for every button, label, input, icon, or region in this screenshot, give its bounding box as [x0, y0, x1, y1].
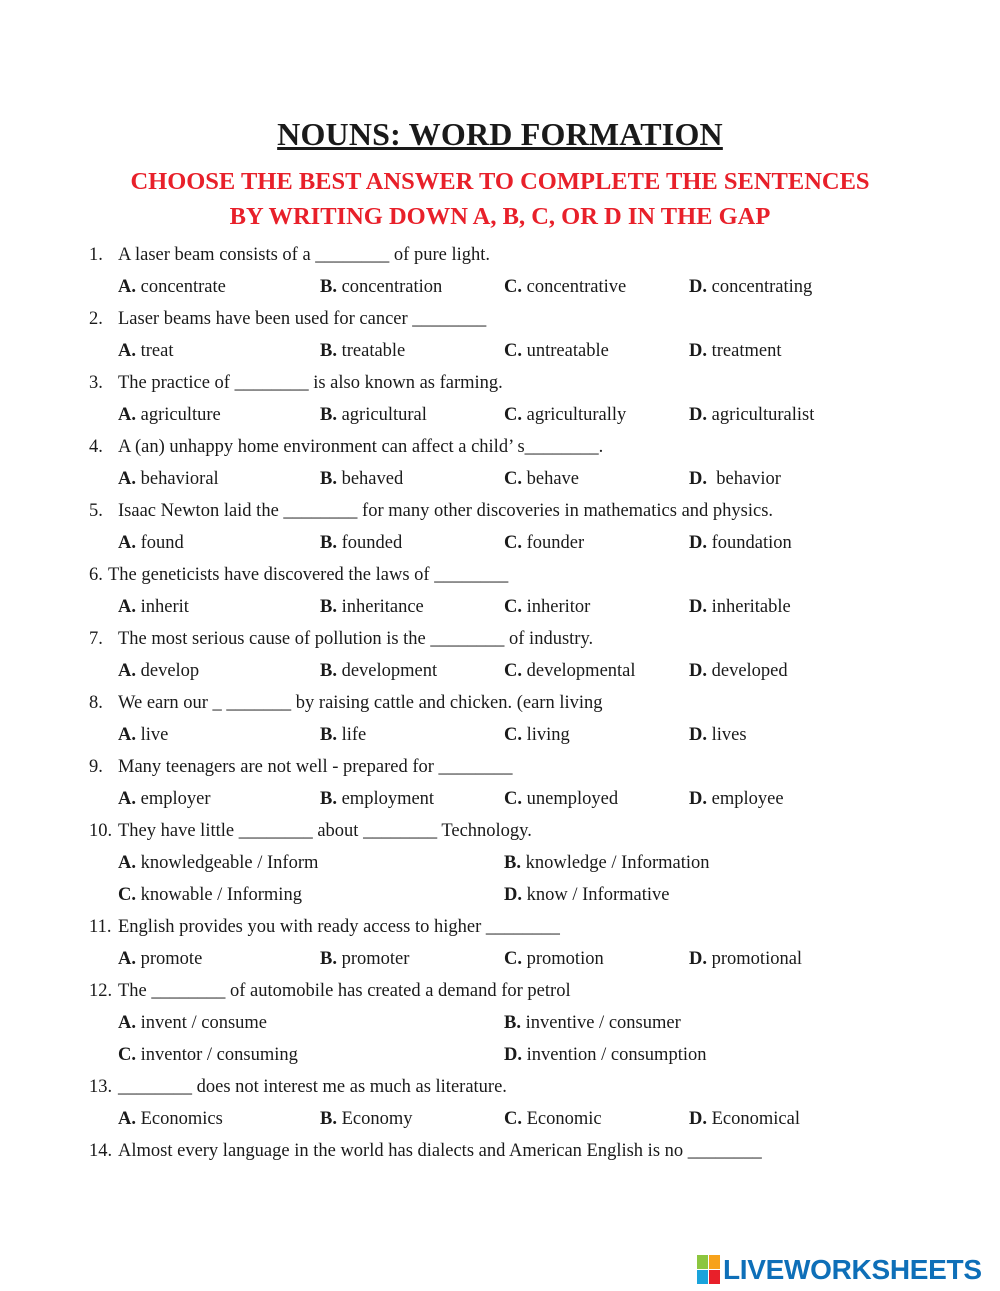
question-number: 1. [89, 245, 103, 265]
option-text: lives [707, 725, 747, 745]
question-text: ________ does not interest me as much as literature. [118, 1077, 507, 1097]
option-text: promoter [336, 949, 410, 969]
option-text: foundation [707, 533, 792, 553]
option-text: knowledge / Information [520, 853, 710, 873]
question-number: 6. [89, 565, 103, 585]
question-row [0, 499, 1000, 531]
question-row [0, 691, 1000, 723]
answer-option [689, 339, 781, 363]
answer-option [118, 723, 168, 747]
question-row [0, 371, 1000, 403]
option-text: unemployed [522, 789, 619, 809]
answer-option [504, 1043, 706, 1067]
options-row [0, 1107, 1000, 1139]
question-number: 8. [89, 693, 103, 713]
option-text: concentration [336, 277, 443, 297]
answer-option [118, 467, 219, 491]
option-letter: B. [320, 533, 337, 553]
option-text: knowable / Informing [136, 885, 302, 905]
option-text: employment [336, 789, 435, 809]
option-text: concentrating [707, 277, 813, 297]
option-text: behaved [336, 469, 404, 489]
option-letter: B. [320, 597, 337, 617]
options-row [0, 339, 1000, 371]
question-text: They have little ________ about ________ Technology. [118, 821, 532, 841]
answer-option [689, 1107, 800, 1131]
option-text: founder [522, 533, 585, 553]
option-letter: A. [118, 277, 136, 297]
option-text: behave [522, 469, 580, 489]
option-text: Economical [707, 1109, 800, 1129]
options-row [0, 403, 1000, 435]
answer-option [504, 467, 579, 491]
answer-option [689, 403, 814, 427]
option-text: employee [707, 789, 784, 809]
question-text: A (an) unhappy home environment can affect a child’ s________. [118, 437, 604, 457]
option-letter: C. [504, 725, 522, 745]
question-row [0, 435, 1000, 467]
question-number: 11. [89, 917, 112, 937]
answer-option [320, 659, 437, 683]
answer-option [118, 403, 221, 427]
question-number: 9. [89, 757, 103, 777]
option-text: inheritance [336, 597, 424, 617]
options-row [0, 947, 1000, 979]
option-letter: B. [320, 789, 337, 809]
question-row [0, 915, 1000, 947]
option-letter: D. [689, 949, 707, 969]
answer-option [118, 531, 184, 555]
option-letter: C. [504, 469, 522, 489]
option-text: promotion [522, 949, 604, 969]
option-text: inheritor [522, 597, 591, 617]
option-text: Economy [336, 1109, 413, 1129]
option-text: founded [336, 533, 403, 553]
answer-option [689, 723, 747, 747]
answer-option [118, 787, 211, 811]
question-row [0, 307, 1000, 339]
answer-option [320, 339, 405, 363]
option-letter: C. [504, 789, 522, 809]
instructions-line-1: CHOOSE THE BEST ANSWER TO COMPLETE THE SENTENCES [130, 168, 870, 195]
option-text: Economics [136, 1109, 223, 1129]
options-row [0, 851, 1000, 883]
answer-option [504, 275, 626, 299]
options-row [0, 1011, 1000, 1043]
option-letter: B. [504, 853, 521, 873]
option-letter: A. [118, 341, 136, 361]
option-letter: A. [118, 949, 136, 969]
option-letter: D. [689, 341, 707, 361]
option-text: untreatable [522, 341, 609, 361]
answer-option [689, 467, 781, 491]
answer-option [689, 659, 788, 683]
answer-option [320, 403, 427, 427]
option-letter: C. [504, 597, 522, 617]
liveworksheets-logo [697, 1252, 982, 1288]
option-text: found [136, 533, 184, 553]
option-letter: C. [504, 661, 522, 681]
question-text: Isaac Newton laid the ________ for many other discoveries in mathematics and physics. [118, 501, 774, 521]
option-letter: D. [504, 885, 522, 905]
question-number: 14. [89, 1141, 113, 1161]
option-letter: D. [689, 789, 707, 809]
page-title: NOUNS: WORD FORMATION [277, 116, 723, 152]
question-number: 5. [89, 501, 103, 521]
option-text: developed [707, 661, 788, 681]
answer-option [504, 1107, 602, 1131]
option-letter: A. [118, 789, 136, 809]
answer-option [118, 659, 199, 683]
question-number: 13. [89, 1077, 113, 1097]
question-text: Laser beams have been used for cancer ________ [118, 309, 487, 329]
option-letter: A. [118, 1109, 136, 1129]
question-text: The geneticists have discovered the laws of ________ [108, 565, 509, 585]
option-text: employer [136, 789, 211, 809]
answer-option [320, 947, 409, 971]
question-row [0, 755, 1000, 787]
option-text: live [136, 725, 169, 745]
answer-option [504, 1011, 681, 1035]
question-text: Almost every language in the world has dialects and American English is no ________ [118, 1141, 762, 1161]
options-row [0, 531, 1000, 563]
option-letter: C. [504, 533, 522, 553]
answer-option [504, 883, 669, 907]
option-letter: D. [689, 277, 707, 297]
question-row [0, 243, 1000, 275]
answer-option [320, 1107, 413, 1131]
option-text: agricultural [336, 405, 427, 425]
question-list [0, 243, 1000, 1171]
option-text: concentrative [522, 277, 627, 297]
question-row [0, 819, 1000, 851]
option-text: agriculture [136, 405, 221, 425]
option-letter: B. [320, 1109, 337, 1129]
question-text: The most serious cause of pollution is the ________ of industry. [118, 629, 594, 649]
option-letter: C. [118, 885, 136, 905]
answer-option [504, 339, 609, 363]
question-row [0, 627, 1000, 659]
answer-option [320, 723, 366, 747]
question-text: Many teenagers are not well - prepared for ________ [118, 757, 513, 777]
question-text: The practice of ________ is also known as farming. [118, 373, 503, 393]
option-letter: D. [689, 405, 707, 425]
option-text: concentrate [136, 277, 226, 297]
question-row [0, 563, 1000, 595]
liveworksheets-logo-text: LIVEWORKSHEETS [723, 1254, 982, 1285]
question-text: We earn our _ _______ by raising cattle and chicken. (earn living [118, 693, 603, 713]
option-text: promote [136, 949, 203, 969]
option-text: inheritable [707, 597, 791, 617]
option-text: agriculturalist [707, 405, 815, 425]
answer-option [320, 787, 434, 811]
option-text: life [336, 725, 367, 745]
option-letter: B. [504, 1013, 521, 1033]
answer-option [118, 851, 318, 875]
option-letter: B. [320, 725, 337, 745]
answer-option [504, 851, 710, 875]
option-letter: C. [504, 1109, 522, 1129]
answer-option [689, 531, 792, 555]
option-letter: D. [689, 597, 707, 617]
answer-option [504, 787, 618, 811]
answer-option [118, 595, 189, 619]
answer-option [320, 275, 442, 299]
option-letter: D. [689, 469, 707, 489]
liveworksheets-logo-icon [697, 1255, 721, 1285]
option-letter: C. [504, 341, 522, 361]
option-letter: A. [118, 597, 136, 617]
option-text: Economic [522, 1109, 602, 1129]
option-letter: C. [504, 949, 522, 969]
answer-option [504, 531, 584, 555]
option-text: inventive / consumer [520, 1013, 681, 1033]
question-row [0, 979, 1000, 1011]
answer-option [118, 275, 226, 299]
options-row [0, 275, 1000, 307]
option-letter: D. [504, 1045, 522, 1065]
answer-option [504, 947, 604, 971]
option-text: treatable [336, 341, 406, 361]
question-number: 10. [89, 821, 113, 841]
option-text: know / Informative [522, 885, 670, 905]
answer-option [504, 403, 626, 427]
question-text: English provides you with ready access to higher ________ [118, 917, 560, 937]
answer-option [118, 1011, 267, 1035]
answer-option [118, 947, 202, 971]
option-text: develop [136, 661, 200, 681]
option-letter: A. [118, 1013, 136, 1033]
question-text: A laser beam consists of a ________ of pure light. [118, 245, 490, 265]
option-letter: B. [320, 341, 337, 361]
option-text: treat [136, 341, 174, 361]
answer-option [118, 1043, 298, 1067]
option-text: living [522, 725, 570, 745]
options-row [0, 883, 1000, 915]
question-number: 2. [89, 309, 103, 329]
option-letter: D. [689, 1109, 707, 1129]
option-letter: C. [504, 277, 522, 297]
option-letter: B. [320, 661, 337, 681]
question-number: 12. [89, 981, 113, 1001]
option-text: knowledgeable / Inform [136, 853, 319, 873]
options-row [0, 659, 1000, 691]
option-text: developmental [522, 661, 636, 681]
answer-option [320, 531, 402, 555]
instructions-line-2: BY WRITING DOWN A, B, C, OR D IN THE GAP [229, 203, 771, 230]
question-number: 3. [89, 373, 103, 393]
option-text: behavior [707, 469, 781, 489]
answer-option [118, 1107, 223, 1131]
question-row [0, 1075, 1000, 1107]
option-text: behavioral [136, 469, 219, 489]
option-letter: B. [320, 405, 337, 425]
answer-option [689, 595, 791, 619]
options-row [0, 723, 1000, 755]
question-row [0, 1139, 1000, 1171]
answer-option [689, 275, 812, 299]
options-row [0, 467, 1000, 499]
answer-option [320, 595, 424, 619]
option-letter: D. [689, 661, 707, 681]
answer-option [504, 723, 570, 747]
option-letter: A. [118, 853, 136, 873]
answer-option [689, 947, 802, 971]
option-letter: D. [689, 725, 707, 745]
option-letter: C. [118, 1045, 136, 1065]
option-letter: B. [320, 277, 337, 297]
options-row [0, 787, 1000, 819]
question-text: The ________ of automobile has created a demand for petrol [118, 981, 571, 1001]
answer-option [118, 339, 174, 363]
option-letter: B. [320, 469, 337, 489]
option-letter: A. [118, 533, 136, 553]
option-letter: C. [504, 405, 522, 425]
answer-option [504, 595, 590, 619]
option-text: development [336, 661, 438, 681]
option-letter: A. [118, 405, 136, 425]
option-text: agriculturally [522, 405, 627, 425]
option-letter: B. [320, 949, 337, 969]
answer-option [504, 659, 636, 683]
option-letter: A. [118, 469, 136, 489]
options-row [0, 595, 1000, 627]
answer-option [118, 883, 302, 907]
question-number: 4. [89, 437, 103, 457]
option-text: invention / consumption [522, 1045, 707, 1065]
answer-option [689, 787, 784, 811]
option-text: treatment [707, 341, 782, 361]
option-text: inventor / consuming [136, 1045, 298, 1065]
option-letter: D. [689, 533, 707, 553]
option-letter: A. [118, 661, 136, 681]
answer-option [320, 467, 403, 491]
option-text: inherit [136, 597, 189, 617]
option-text: promotional [707, 949, 803, 969]
question-number: 7. [89, 629, 103, 649]
option-text: invent / consume [136, 1013, 268, 1033]
options-row [0, 1043, 1000, 1075]
option-letter: A. [118, 725, 136, 745]
